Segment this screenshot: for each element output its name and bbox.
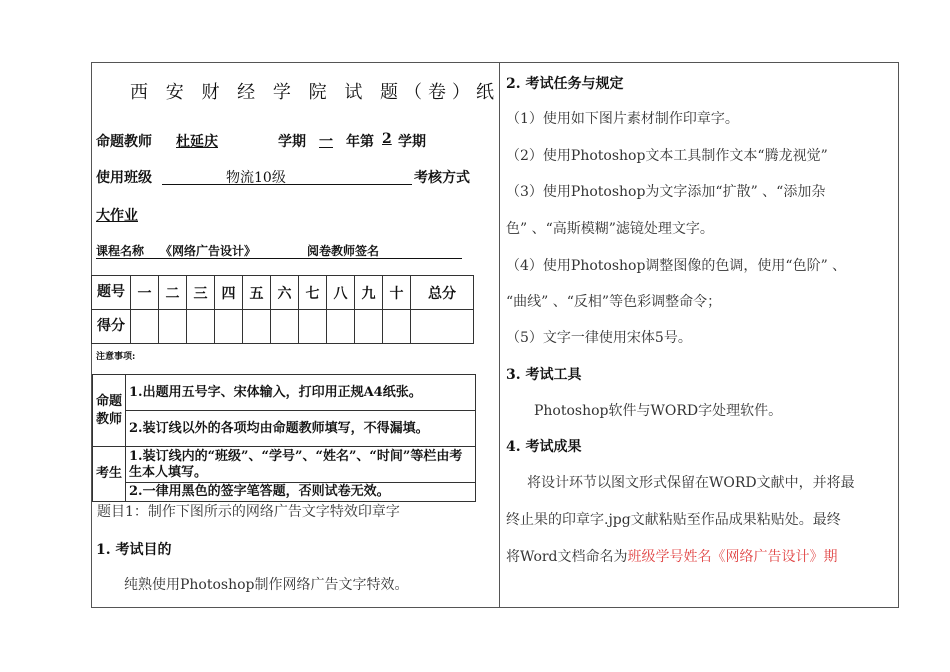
section4-line-3 [506, 546, 838, 566]
course-underline [96, 258, 462, 259]
semester-year: 一 [319, 134, 333, 150]
semester-label-3: 学期 [398, 134, 426, 150]
grader-label: 阅卷教师签名 [307, 244, 380, 258]
task-item-4: （4）使用Photoshop调整图像的色调，使用“色阶” 、 [506, 258, 847, 274]
notes-row [93, 447, 476, 483]
score-cell [355, 310, 383, 344]
semester-label-1: 学期 [278, 134, 306, 150]
score-cell [271, 310, 299, 344]
section2-heading: 2. 考试任务与规定 [506, 76, 624, 92]
col-4: 四 [215, 276, 243, 310]
row-head-question-no: 题号 [92, 276, 131, 310]
semester-label-2: 年第 [346, 134, 374, 150]
section3-text: Photoshop软件与WORD字处理软件。 [534, 403, 783, 419]
col-9: 九 [355, 276, 383, 310]
notes-item-2: 2.装订线以外的各项均由命题教师填写，不得漏填。 [126, 411, 476, 447]
class-label: 使用班级 [96, 170, 152, 186]
col-8: 八 [327, 276, 355, 310]
section4-heading: 4. 考试成果 [506, 439, 582, 455]
col-6: 六 [271, 276, 299, 310]
col-10: 十 [383, 276, 411, 310]
notes-group-teacher: 命题教师 [93, 375, 126, 447]
task-item-1: （1）使用如下图片素材制作印章字。 [506, 111, 739, 127]
task-item-3: （3）使用Photoshop为文字添加“扩散” 、“添加杂 [506, 184, 826, 200]
notes-label: 注意事项: [96, 352, 136, 362]
task-item-3-cont: 色” 、“高斯模糊”滤镜处理文字。 [506, 221, 714, 237]
col-1: 一 [131, 276, 159, 310]
score-cell [159, 310, 187, 344]
col-total: 总分 [411, 276, 474, 310]
score-cell [299, 310, 327, 344]
notes-row [93, 375, 476, 411]
notes-group-student: 考生 [93, 447, 126, 502]
score-value-row [92, 310, 474, 344]
score-cell [243, 310, 271, 344]
teacher-name: 杜延庆 [176, 134, 218, 150]
column-divider [499, 62, 500, 608]
question-title: 题目1：制作下图所示的网络广告文字特效印章字 [97, 504, 400, 520]
task-item-4-cont: “曲线” 、“反相”等色彩调整命令； [506, 294, 722, 310]
class-value: 物流10级 [226, 170, 286, 186]
notes-row [93, 483, 476, 502]
score-cell [411, 310, 474, 344]
col-3: 三 [187, 276, 215, 310]
task-item-2: （2）使用Photoshop文本工具制作文本“腾龙视觉” [506, 148, 828, 164]
course-label: 课程名称 [96, 244, 145, 258]
col-7: 七 [299, 276, 327, 310]
class-underline [162, 184, 412, 185]
notes-item-1: 1.出题用五号字、宋体输入，打印用正规A4纸张。 [126, 375, 476, 411]
page-title: 西 安 财 经 学 院 试 题（卷）纸 [130, 82, 501, 103]
score-cell [383, 310, 411, 344]
notes-item-4: 2.一律用黑色的签字笔答题，否则试卷无效。 [126, 483, 476, 502]
col-2: 二 [159, 276, 187, 310]
notes-item-3: 1.装订线内的“班级”、“学号”、“姓名”、“时间”等栏由考生本人填写。 [126, 447, 476, 483]
section4-line-2: 终止果的印章字.jpg文献粘贴至作品成果粘贴处。最终 [506, 512, 841, 528]
exam-mode-label: 考核方式 [414, 170, 470, 186]
section1-text: 纯熟使用Photoshop制作网络广告文字特效。 [124, 577, 409, 593]
section4-line-3-plain: 将Word文档命名为 [506, 549, 628, 565]
section4-line-3-highlight: 班级学号姓名《网络广告设计》期 [627, 549, 838, 565]
section3-heading: 3. 考试工具 [506, 367, 582, 383]
exam-mode-value: 大作业 [96, 208, 138, 224]
teacher-label: 命题教师 [96, 134, 152, 150]
course-value: 《网络广告设计》 [160, 244, 257, 258]
section4-line-1: 将设计环节以图文形式保留在WORD文献中，并将最 [527, 475, 855, 491]
score-header-row [92, 276, 474, 310]
task-item-5: （5）文字一律使用宋体5号。 [506, 330, 692, 346]
notes-table [92, 374, 476, 502]
score-table [91, 275, 474, 344]
notes-row [93, 411, 476, 447]
semester-number: 2 [382, 131, 392, 147]
score-cell [215, 310, 243, 344]
score-cell [327, 310, 355, 344]
score-cell [131, 310, 159, 344]
col-5: 五 [243, 276, 271, 310]
row-head-score: 得分 [92, 310, 131, 344]
section1-heading: 1. 考试目的 [96, 542, 172, 558]
score-cell [187, 310, 215, 344]
